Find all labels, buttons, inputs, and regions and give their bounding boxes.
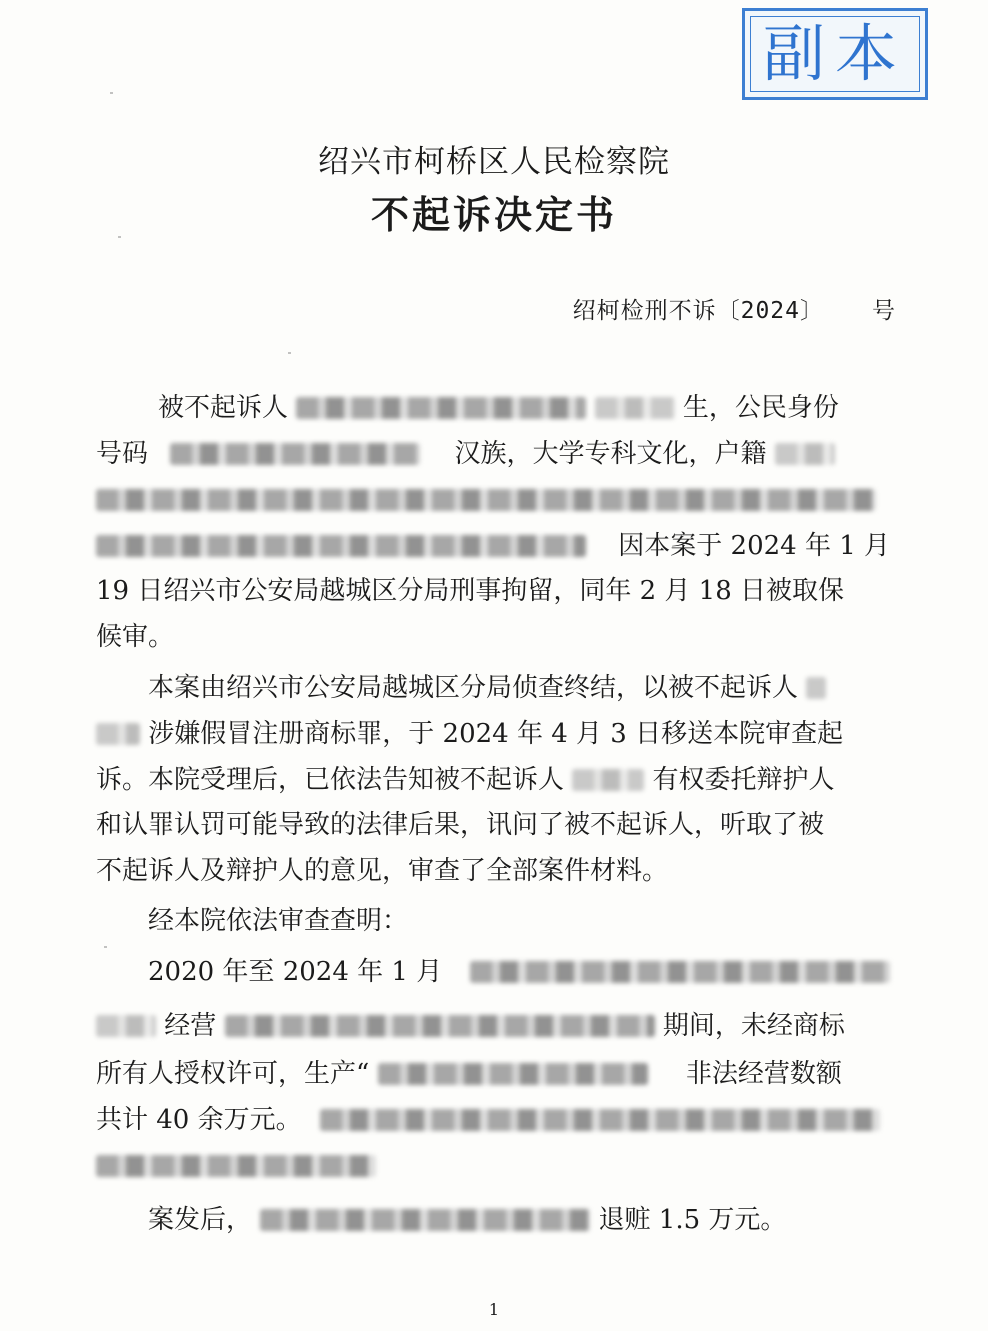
body-line: [96, 756, 896, 802]
text: 共计 40 余万元。: [96, 1105, 302, 1135]
text: 非法经营数额: [685, 1059, 842, 1089]
text: 所有人授权许可，生产“: [96, 1059, 370, 1089]
redaction: [225, 1015, 655, 1037]
document-number-suffix: 号: [872, 298, 896, 324]
redaction: [470, 961, 890, 983]
body-line: [96, 476, 896, 522]
redaction: [378, 1063, 648, 1085]
redaction: [320, 1109, 880, 1131]
text: 期间，未经商标: [662, 1011, 845, 1041]
text: 号码: [96, 439, 149, 469]
body-line: [96, 522, 896, 568]
text: 2020 年至 2024 年 1 月: [148, 957, 443, 987]
scan-speck: [110, 92, 113, 94]
body-line: [96, 1196, 948, 1242]
copy-stamp: [742, 8, 928, 100]
body-line: 不起诉人及辩护人的意见，审查了全部案件材料。: [96, 856, 669, 886]
text: 本案由绍兴市公安局越城区分局侦查终结，以被不起诉人: [148, 673, 799, 703]
body-line: [96, 384, 958, 430]
body-line: 19 日绍兴市公安局越城区分局刑事拘留，同年 2 月 18 日被取保: [96, 576, 845, 606]
document-title: 不起诉决定书: [370, 192, 617, 237]
redaction: [296, 397, 586, 419]
scan-speck: [288, 352, 291, 354]
redaction: [96, 1015, 156, 1037]
body-line: [96, 1050, 896, 1096]
text: 涉嫌假冒注册商标罪，于 2024 年 4 月 3 日移送本院审查起: [148, 719, 844, 749]
redaction: [572, 769, 644, 791]
body-line: [96, 1142, 896, 1188]
body-line: [96, 1002, 896, 1048]
text: 诉。本院受理后，已依法告知被不起诉人: [96, 765, 565, 795]
text: 汉族，大学专科文化，户籍: [454, 439, 767, 469]
text: 被不起诉人: [158, 393, 289, 423]
document-number: [573, 292, 896, 325]
body-line: 和认罪认罚可能导致的法律后果，讯问了被不起诉人，听取了被: [96, 810, 825, 840]
text: 经营: [164, 1011, 217, 1041]
redaction: [260, 1209, 590, 1231]
body-line: [96, 430, 896, 476]
issuing-organization: 绍兴市柯桥区人民检察院: [318, 144, 670, 180]
body-line: 经本院依法审查查明：: [148, 906, 409, 936]
body-line: 候审。: [96, 622, 175, 652]
redaction: [170, 443, 420, 465]
text: 有权委托辩护人: [652, 765, 835, 795]
body-line: [96, 710, 896, 756]
redaction: [96, 1155, 376, 1177]
stamp-text: 副本: [762, 17, 907, 90]
document-number-prefix: 绍柯检刑不诉〔2024〕: [572, 298, 824, 324]
text: 因本案于 2024 年 1 月: [618, 531, 891, 561]
redaction: [775, 443, 835, 465]
scan-speck: [104, 946, 107, 948]
text: 生，公民身份: [682, 393, 839, 423]
redaction: [806, 677, 826, 699]
redaction: [96, 535, 586, 557]
redaction: [96, 489, 876, 511]
body-line: [96, 948, 948, 994]
redaction: [595, 397, 675, 419]
body-line: [96, 664, 948, 710]
scan-speck: [118, 236, 121, 238]
text: 退赃 1.5 万元。: [598, 1205, 787, 1235]
body-line: [96, 1096, 896, 1142]
text: 案发后，: [148, 1205, 253, 1235]
redaction: [96, 723, 140, 745]
page-number: 1: [488, 1300, 500, 1319]
